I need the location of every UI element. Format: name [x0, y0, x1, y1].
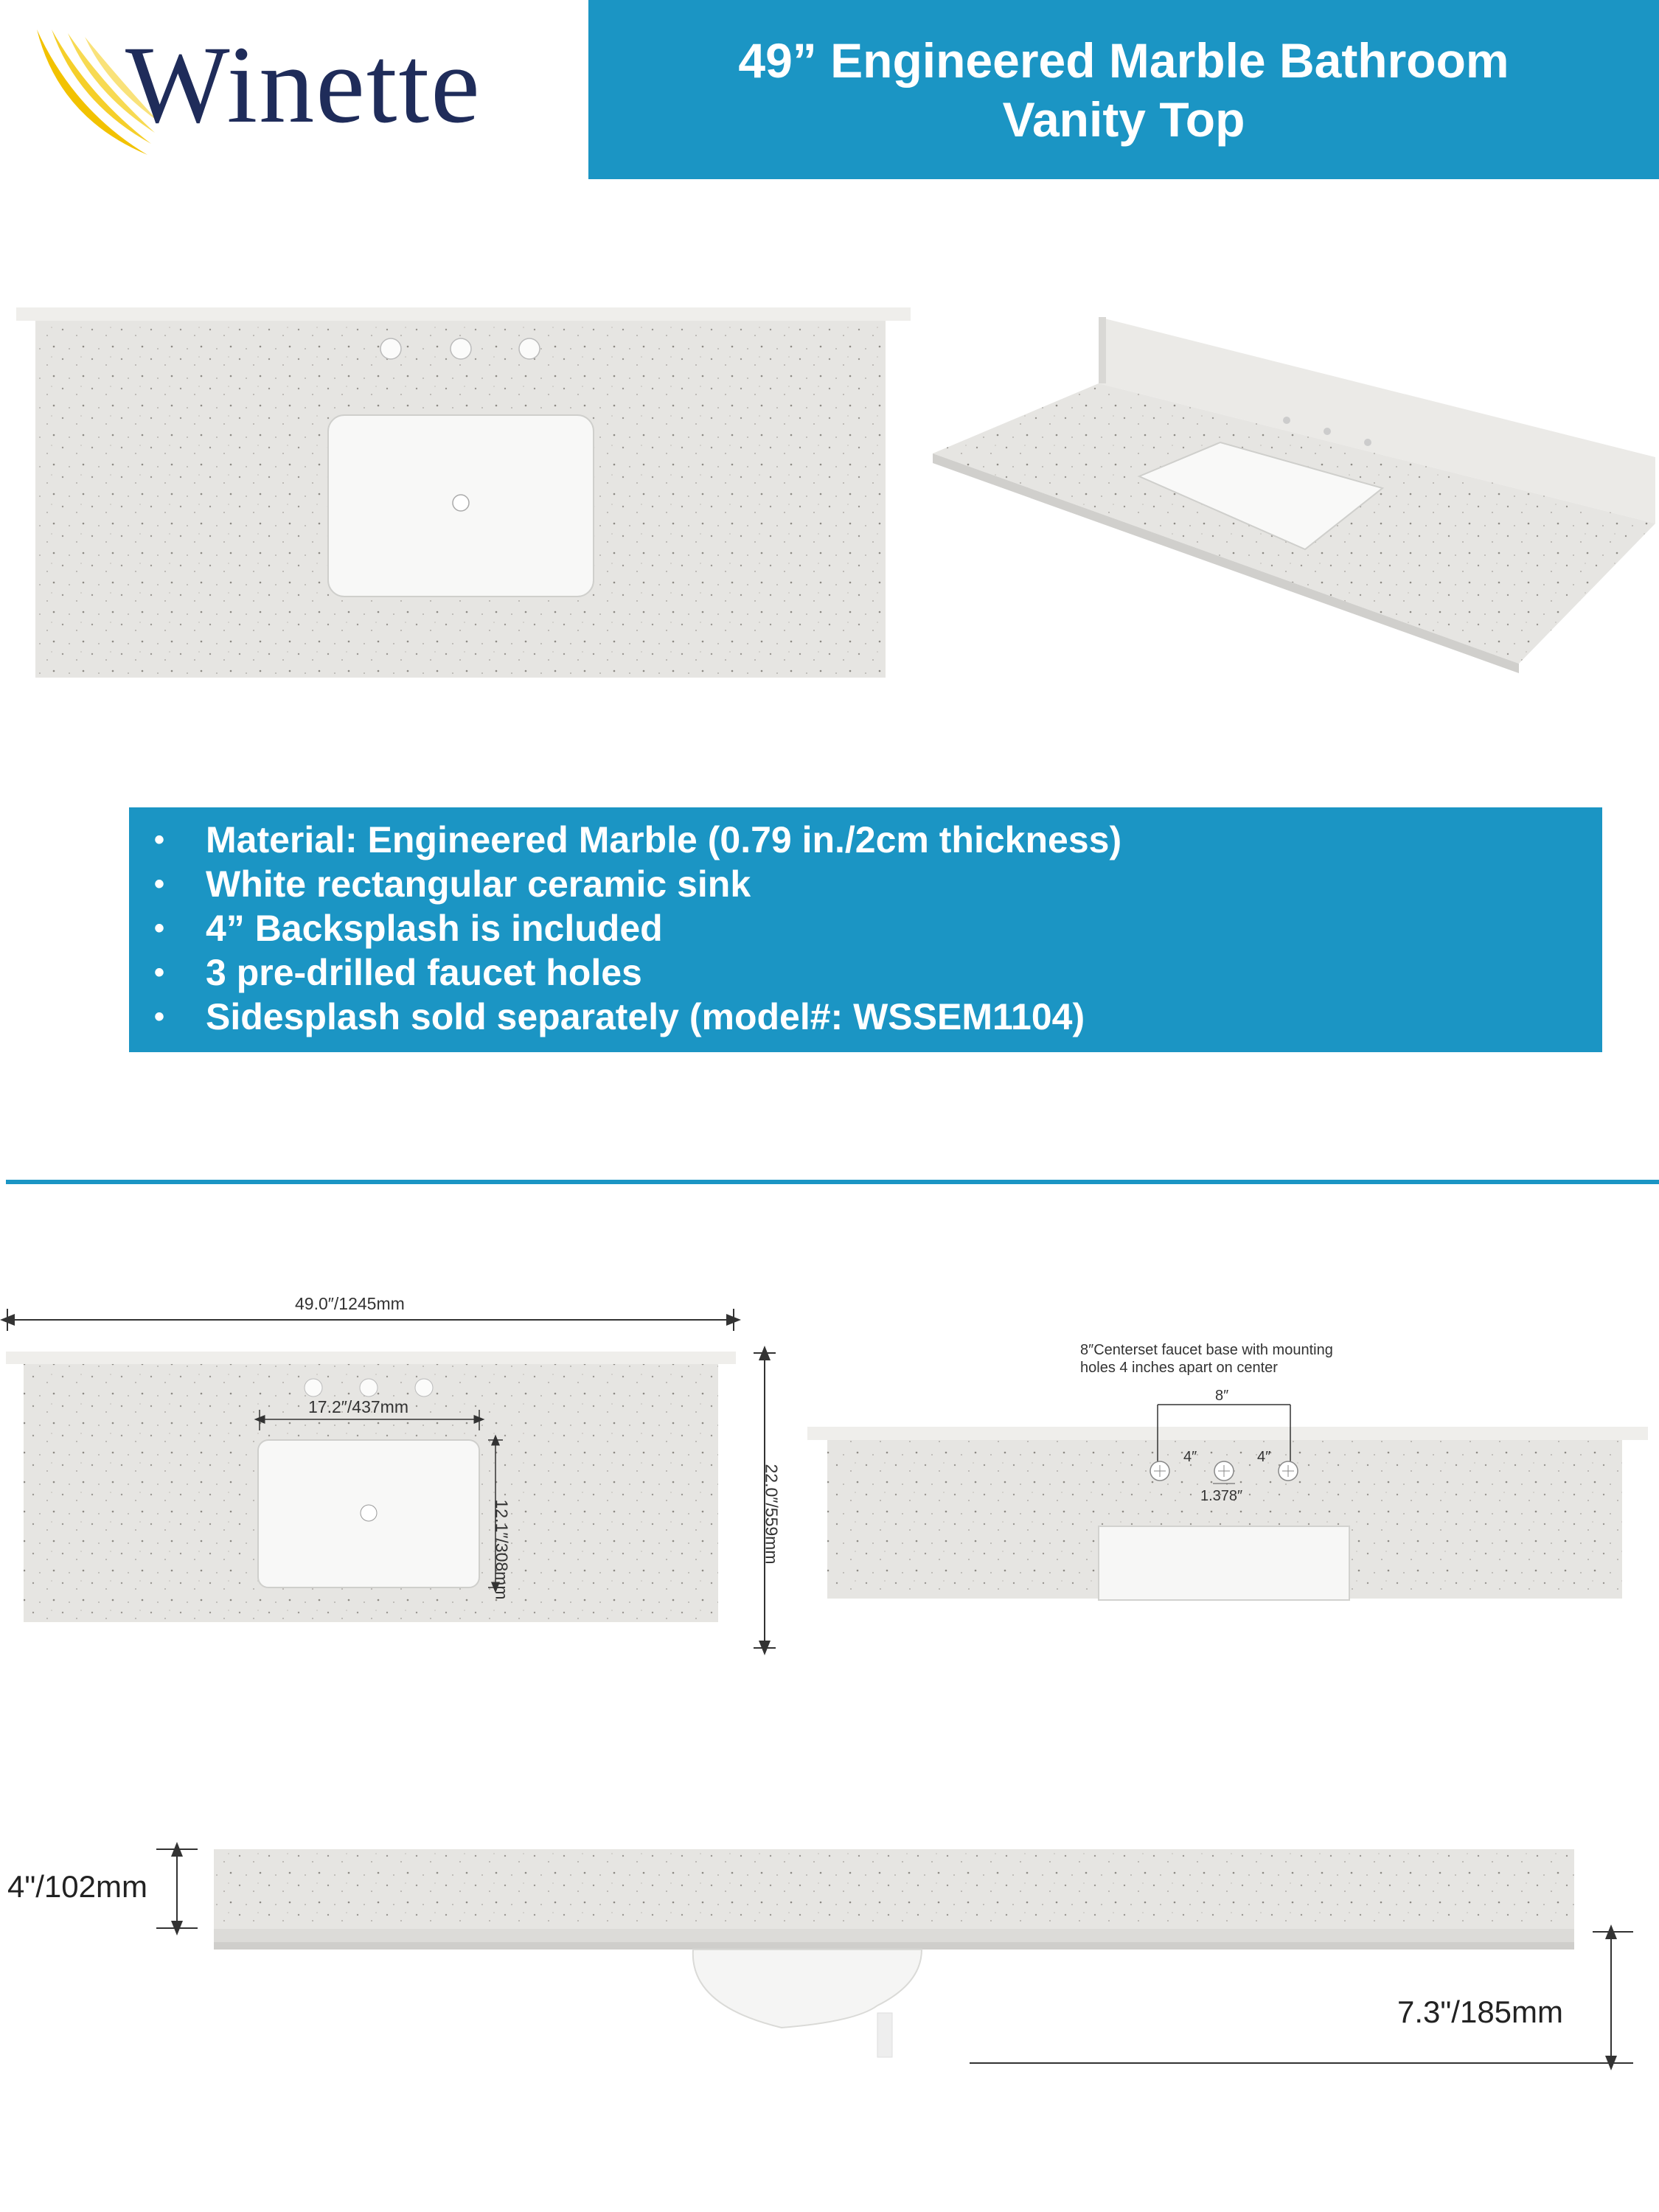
sink-drop-label: 7.3"/185mm: [1397, 1994, 1564, 2029]
header-banner: [588, 0, 1659, 179]
bullet-icon: •: [154, 868, 165, 900]
hole-diameter-label: 1.378″: [1200, 1488, 1243, 1504]
faucet-note-line2: holes 4 inches apart on center: [1080, 1360, 1278, 1376]
page-title-line1: 49” Engineered Marble Bathroom: [738, 32, 1509, 88]
bullet-icon: •: [154, 824, 165, 856]
feature-item: • White rectangular ceramic sink: [151, 862, 1602, 906]
feature-item: • Material: Engineered Marble (0.79 in./2cm thickness): [151, 818, 1602, 862]
dimension-top-view: [0, 1283, 811, 1666]
bullet-icon: •: [154, 956, 165, 989]
sink-depth-label: 12.1″/308mm: [492, 1499, 512, 1600]
faucet-left-label: 4″: [1183, 1449, 1197, 1465]
sink-width-label: 17.2″/437mm: [308, 1397, 408, 1416]
features-box: [129, 807, 1602, 1052]
bullet-icon: •: [154, 1001, 165, 1033]
dimension-faucet-view: [804, 1401, 1659, 1622]
page-title-line2: Vanity Top: [1002, 91, 1245, 147]
perspective-view-image: [933, 317, 1655, 673]
faucet-note-line1: 8″Centerset faucet base with mounting: [1080, 1342, 1333, 1358]
feature-item: • 3 pre-drilled faucet holes: [151, 950, 1602, 995]
backsplash-height-label: 4"/102mm: [7, 1869, 147, 1904]
product-top-views: [0, 295, 1659, 708]
bullet-icon: •: [154, 912, 165, 945]
feature-item: • Sidesplash sold separately (model#: WSSEM1104): [151, 995, 1602, 1039]
faucet-right-label: 4″: [1257, 1449, 1271, 1465]
feature-item: • 4” Backsplash is included: [151, 906, 1602, 950]
top-view-image: [16, 307, 911, 678]
overall-depth-label: 22.0″/559mm: [762, 1464, 782, 1565]
overall-width-label: 49.0″/1245mm: [295, 1294, 405, 1313]
brand-logo: [0, 0, 590, 177]
brand-name: Winette: [125, 24, 481, 146]
section-divider: [6, 1180, 1659, 1184]
faucet-center-label: 8″: [1215, 1388, 1229, 1404]
dimension-side-view: [0, 1792, 1659, 2087]
